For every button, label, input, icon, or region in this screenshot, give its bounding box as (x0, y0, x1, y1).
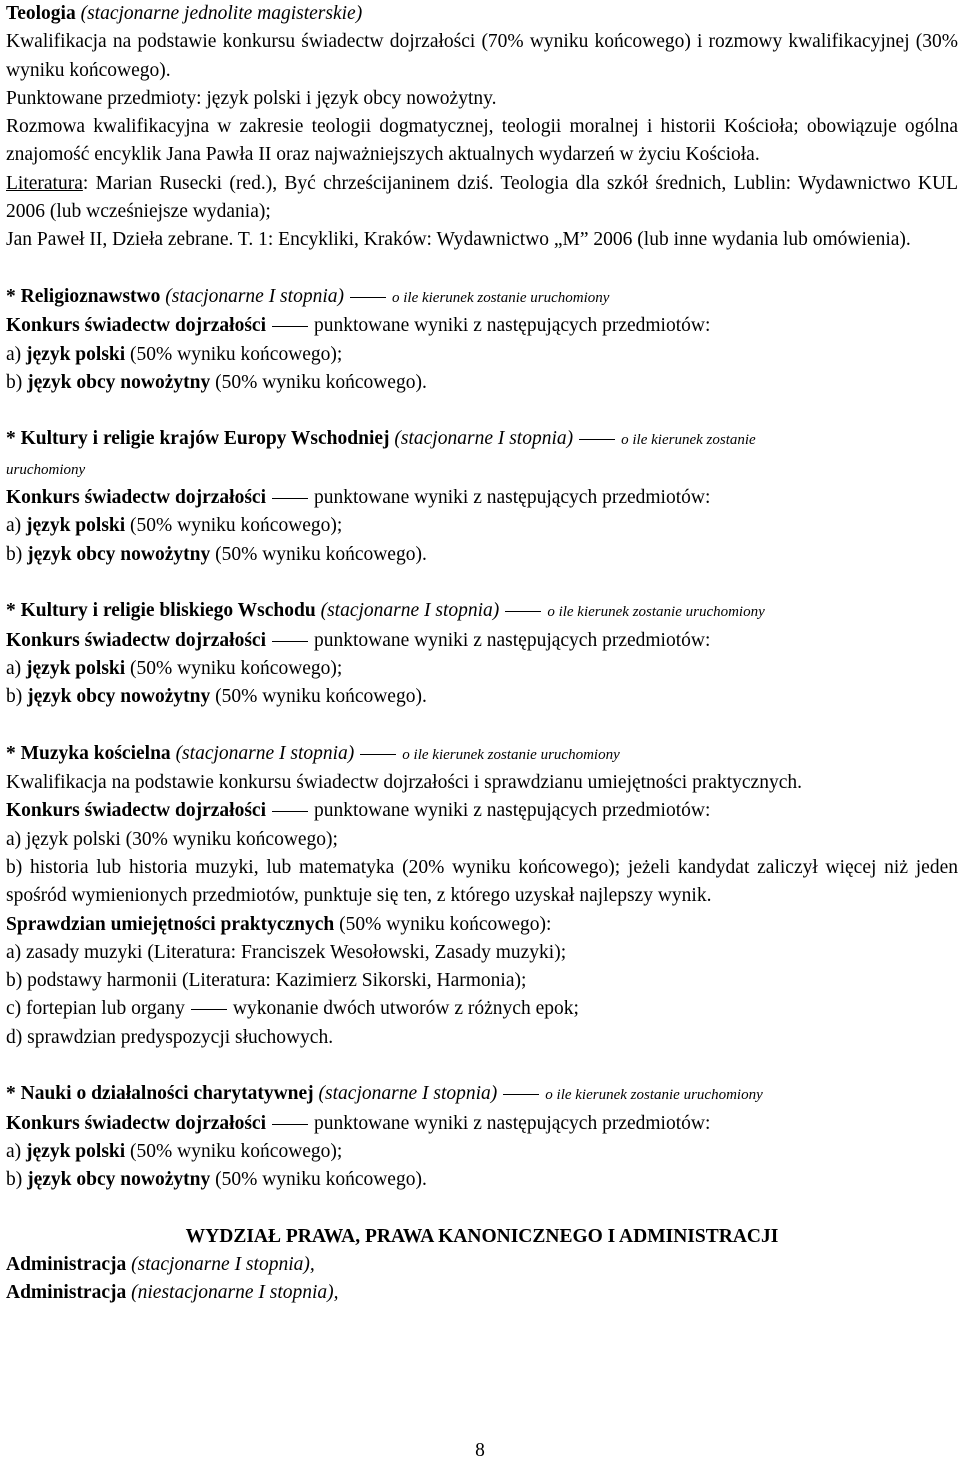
practical-b: b) podstawy harmonii (Literatura: Kazimierz Sikorski, Harmonia); (6, 970, 527, 992)
subject-b: b) język obcy nowożytny (50% wyniku końcowego). (6, 543, 427, 565)
muzyka-qualification: Kwalifikacja na podstawie konkursu świadectw dojrzałości i sprawdzianu umiejętności praktycznych. (6, 772, 802, 794)
teologia-qualification: Kwalifikacja na podstawie konkursu świadectw dojrzałości (70% wyniku końcowego) i rozmowy kwalifikacyjnej (30% wyniku końcowego). (6, 31, 958, 81)
nauki-title: * Nauki o działalności charytatywnej (stacjonarne I stopnia) o ile kierunek zostanie uruchomiony (6, 1083, 763, 1105)
contest-line: Konkurs świadectw dojrzałości punktowane wyniki z następujących przedmiotów: (6, 315, 711, 337)
subject-b: b) język obcy nowożytny (50% wyniku końcowego). (6, 371, 427, 393)
administracja-2: Administracja (niestacjonarne I stopnia), (6, 1282, 339, 1304)
document-page (6, 0, 958, 1308)
practical-d: d) sprawdzian predyspozycji słuchowych. (6, 1026, 334, 1048)
faculty-heading: WYDZIAŁ PRAWA, PRAWA KANONICZNEGO I ADMINISTRACJI (185, 1225, 779, 1247)
teologia-literature: Literatura: Marian Rusecki (red.), Być chrześcijaninem dziś. Teologia dla szkół średnich, Lublin: Wydawnictwo KUL 2006 (lub wcześniejsze wydania); (6, 172, 958, 223)
contest-line: Konkurs świadectw dojrzałości punktowane wyniki z następujących przedmiotów: (6, 800, 711, 822)
subject-a: a) język polski (50% wyniku końcowego); (6, 657, 343, 679)
dash (350, 297, 386, 298)
teologia-subjects: Punktowane przedmioty: język polski i język obcy nowożytny. (6, 87, 497, 109)
subject-b: b) język obcy nowożytny (50% wyniku końcowego). (6, 1169, 427, 1191)
kultury-europy-cond: uruchomiony (6, 461, 86, 478)
teologia-title: Teologia (stacjonarne jednolite magisterskie) (6, 3, 363, 24)
practical-c: c) fortepian lub organy wykonanie dwóch utworów z różnych epok; (6, 998, 579, 1020)
subject-a: a) język polski (50% wyniku końcowego); (6, 343, 343, 365)
subject-a: a) język polski (50% wyniku końcowego); (6, 1140, 343, 1162)
religioznawstwo-title: * Religioznawstwo (stacjonarne I stopnia) o ile kierunek zostanie uruchomiony (6, 285, 610, 307)
contest-line: Konkurs świadectw dojrzałości punktowane wyniki z następujących przedmiotów: (6, 487, 711, 509)
literature-label: Literatura (6, 172, 83, 194)
kultury-wschodu-title: * Kultury i religie bliskiego Wschodu (stacjonarne I stopnia) o ile kierunek zostanie uruchomiony (6, 600, 765, 622)
teologia-literature-2: Jan Paweł II, Dzieła zebrane. T. 1: Encykliki, Kraków: Wydawnictwo „M” 2006 (lub inne wydania lub omówienia). (6, 229, 911, 251)
practical-a: a) zasady muzyki (Literatura: Franciszek Wesołowski, Zasady muzyki); (6, 941, 567, 963)
contest-line: Konkurs świadectw dojrzałości punktowane wyniki z następujących przedmiotów: (6, 1112, 711, 1134)
administracja-1: Administracja (stacjonarne I stopnia), (6, 1254, 315, 1276)
contest-line: Konkurs świadectw dojrzałości punktowane wyniki z następujących przedmiotów: (6, 629, 711, 651)
page-number: 8 (475, 1440, 485, 1461)
muzyka-title: * Muzyka kościelna (stacjonarne I stopnia) o ile kierunek zostanie uruchomiony (6, 742, 620, 764)
teologia-interview: Rozmowa kwalifikacyjna w zakresie teologii dogmatycznej, teologii moralnej i historii Kościoła; obowiązuje ogólna znajomość encyklik Jana Pawła II oraz najważniejszych aktualnych wydarzeń w życiu Kościoła. (6, 116, 958, 166)
muzyka-subject-a: a) język polski (30% wyniku końcowego); (6, 828, 338, 850)
practical-line: Sprawdzian umiejętności praktycznych (50% wyniku końcowego): (6, 913, 552, 935)
muzyka-subject-b: b) historia lub historia muzyki, lub matematyka (20% wyniku końcowego); jeżeli kandydat zaliczył więcej niż jeden spośród wymienionych przedmiotów, punktuje się ten, z którego uzyskał najlepszy wynik. (6, 856, 958, 907)
kultury-europy-title: * Kultury i religie krajów Europy Wschodniej (stacjonarne I stopnia) o ile kierunek zostanie (6, 428, 756, 450)
subject-a: a) język polski (50% wyniku końcowego); (6, 515, 343, 537)
subject-b: b) język obcy nowożytny (50% wyniku końcowego). (6, 686, 427, 708)
